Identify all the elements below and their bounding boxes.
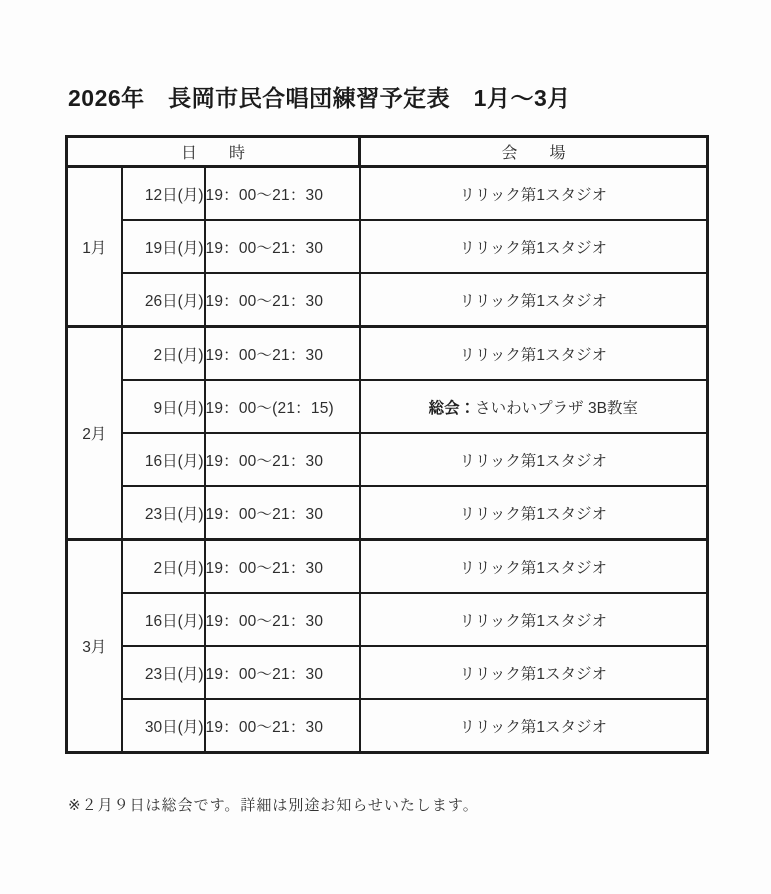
time-cell: 19：00～21：30 [205, 433, 360, 486]
venue-cell: リリック第1スタジオ [360, 699, 708, 753]
schedule-row [67, 593, 708, 646]
schedule-row [67, 167, 708, 221]
time-cell: 19：00～21：30 [205, 167, 360, 221]
time-cell: 19：00～21：30 [205, 593, 360, 646]
date-cell: 9日(月) [122, 380, 205, 433]
header-row [67, 137, 708, 167]
venue-cell: リリック第1スタジオ [360, 167, 708, 221]
schedule-row [67, 699, 708, 753]
schedule-table [65, 135, 709, 754]
schedule-row [67, 273, 708, 327]
date-cell: 16日(月) [122, 433, 205, 486]
venue-text: さいわいプラザ 3B教室 [475, 399, 638, 417]
venue-cell: リリック第1スタジオ [360, 486, 708, 540]
date-cell: 2日(月) [122, 327, 205, 381]
column-header-datetime: 日 時 [67, 137, 360, 167]
time-cell: 19：00～21：30 [205, 699, 360, 753]
schedule-row [67, 486, 708, 540]
time-cell: 19：00～21：30 [205, 273, 360, 327]
schedule-row [67, 220, 708, 273]
schedule-row [67, 327, 708, 381]
date-cell: 23日(月) [122, 646, 205, 699]
date-cell: 23日(月) [122, 486, 205, 540]
date-cell: 26日(月) [122, 273, 205, 327]
time-cell: 19：00～21：30 [205, 540, 360, 594]
page-title: 2026年 長岡市民合唱団練習予定表 1月～3月 [68, 85, 571, 111]
month-cell: 3月 [67, 540, 122, 753]
schedule-row [67, 380, 708, 433]
month-cell: 1月 [67, 167, 122, 327]
venue-cell: リリック第1スタジオ [360, 540, 708, 594]
schedule-row [67, 646, 708, 699]
venue-cell: リリック第1スタジオ [360, 593, 708, 646]
column-header-venue: 会 場 [360, 137, 708, 167]
time-cell: 19：00～(21：15) [205, 380, 360, 433]
venue-cell: リリック第1スタジオ [360, 433, 708, 486]
schedule-row [67, 540, 708, 594]
time-cell: 19：00～21：30 [205, 486, 360, 540]
date-cell: 2日(月) [122, 540, 205, 594]
venue-cell: リリック第1スタジオ [360, 220, 708, 273]
date-cell: 16日(月) [122, 593, 205, 646]
schedule-row [67, 433, 708, 486]
venue-cell: リリック第1スタジオ [360, 327, 708, 381]
date-cell: 12日(月) [122, 167, 205, 221]
month-cell: 2月 [67, 327, 122, 540]
time-cell: 19：00～21：30 [205, 646, 360, 699]
venue-cell [360, 380, 708, 433]
venue-emphasis: 総会： [428, 399, 476, 417]
schedule-table-body [67, 167, 708, 753]
venue-cell: リリック第1スタジオ [360, 646, 708, 699]
time-cell: 19：00～21：30 [205, 327, 360, 381]
time-cell: 19：00～21：30 [205, 220, 360, 273]
venue-cell: リリック第1スタジオ [360, 273, 708, 327]
date-cell: 30日(月) [122, 699, 205, 753]
schedule-table-header [67, 137, 708, 167]
footnote: ※２月９日は総会です。詳細は別途お知らせいたします。 [68, 797, 479, 814]
date-cell: 19日(月) [122, 220, 205, 273]
